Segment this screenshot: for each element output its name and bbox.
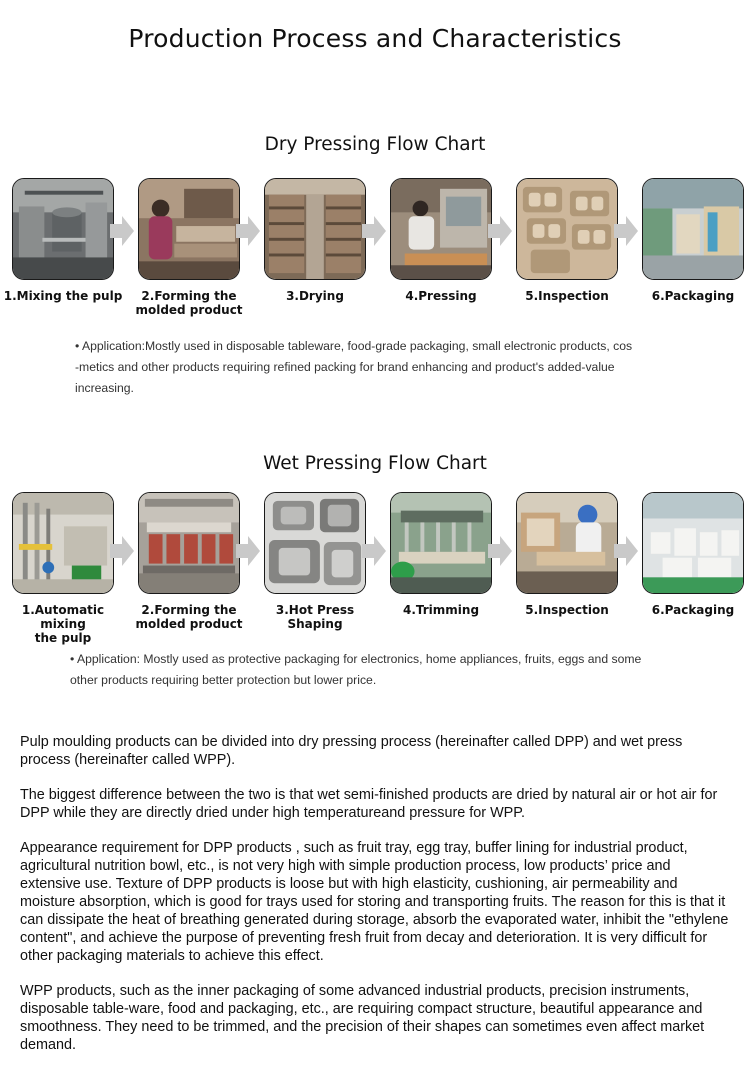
step-label: 2.Forming the molded product — [135, 289, 243, 317]
dry-step-mixing — [0, 178, 126, 303]
step-label: 3.Drying — [286, 289, 344, 303]
step-label: 6.Packaging — [651, 289, 735, 303]
step-label: 5.Inspection — [525, 603, 609, 617]
dry-step-packaging — [630, 178, 750, 303]
dry-section-title: Dry Pressing Flow Chart — [264, 134, 486, 155]
paragraph: Pulp moulding products can be divided into dry pressing process (hereinafter called DPP) and wet press process (hereinafter called WPP). — [20, 734, 683, 768]
forming-machine-photo — [138, 492, 240, 594]
page-title: Production Process and Characteristics — [128, 24, 622, 53]
dry-application-line: increasing. — [75, 381, 134, 395]
wet-application-line: other products requiring better protection but lower price. — [70, 673, 377, 687]
wet-application-note — [70, 649, 720, 691]
step-label: 6.Packaging — [651, 603, 735, 617]
dry-flow-chart — [0, 178, 750, 328]
warehouse-photo — [642, 178, 744, 280]
trimming-photo — [390, 492, 492, 594]
step-label: 1.Automatic mixing the pulp — [21, 603, 105, 645]
step-label: 2.Forming the molded product — [135, 603, 243, 631]
dry-step-forming — [126, 178, 252, 317]
dry-step-pressing — [378, 178, 504, 303]
inspection-photo — [516, 492, 618, 594]
paragraph: Appearance requirement for DPP products , such as fruit tray, egg tray, buffer lining for industrial product, agricultural nutrition bowl, etc., is not very high with simple production process, low products’ price and extensive use. Texture of DPP products is loose but with high elasticity, cushioning, air permeability and moisture absorption, which is good for trays used for storing and transporting fruits. The reason for this is that it can dissipate the heat of breathing generated during storage, absorb the evaporated water, inhibit the "ethylene content", and achieve the purpose of preventing fresh fruit from decay and deterioration. It is very difficult for other packaging materials to achieve this effect. — [20, 840, 729, 964]
drying-racks-photo — [264, 178, 366, 280]
paragraph: The biggest difference between the two is that wet semi-finished products are dried by natural air or hot air for DPP while they are directly dried under high temperatureand pressure for WPP. — [20, 787, 718, 821]
wet-step-trimming — [378, 492, 504, 617]
wet-section-title: Wet Pressing Flow Chart — [263, 453, 487, 474]
step-label: 5.Inspection — [525, 289, 609, 303]
wet-step-mixing — [0, 492, 126, 645]
pressing-photo — [390, 178, 492, 280]
wet-flow-chart — [0, 492, 750, 645]
pulp-mixing-photo — [12, 178, 114, 280]
description-text — [20, 733, 735, 1070]
warehouse-photo — [642, 492, 744, 594]
step-label: 1.Mixing the pulp — [3, 289, 123, 303]
wet-step-hot-press — [252, 492, 378, 631]
forming-photo — [138, 178, 240, 280]
step-label: 4.Pressing — [405, 289, 477, 303]
pipes-photo — [12, 492, 114, 594]
dry-step-inspection — [504, 178, 630, 303]
paragraph: WPP products, such as the inner packaging of some advanced industrial products, precision instruments, disposable table-ware, food and packaging, etc., are requiring compact structure, beautiful appearance and smoothness. They need to be trimmed, and the precision of their shapes can sometimes even affect market demand. — [20, 983, 705, 1053]
dry-application-line: -metics and other products requiring refined packing for brand enhancing and product's added-value — [75, 360, 615, 374]
wet-step-inspection — [504, 492, 630, 617]
wet-application-line: • Application: Mostly used as protective packaging for electronics, home appliances, fruits, eggs and some — [70, 652, 642, 666]
step-label: 3.Hot Press Shaping — [275, 603, 355, 631]
dry-application-line: • Application:Mostly used in disposable tableware, food-grade packaging, small electronic products, cos — [75, 339, 633, 353]
dry-step-drying — [252, 178, 378, 303]
molds-photo — [264, 492, 366, 594]
wet-step-forming — [126, 492, 252, 631]
inspection-photo — [516, 178, 618, 280]
step-label: 4.Trimming — [402, 603, 480, 617]
dry-application-note — [75, 336, 715, 399]
wet-step-packaging — [630, 492, 750, 617]
